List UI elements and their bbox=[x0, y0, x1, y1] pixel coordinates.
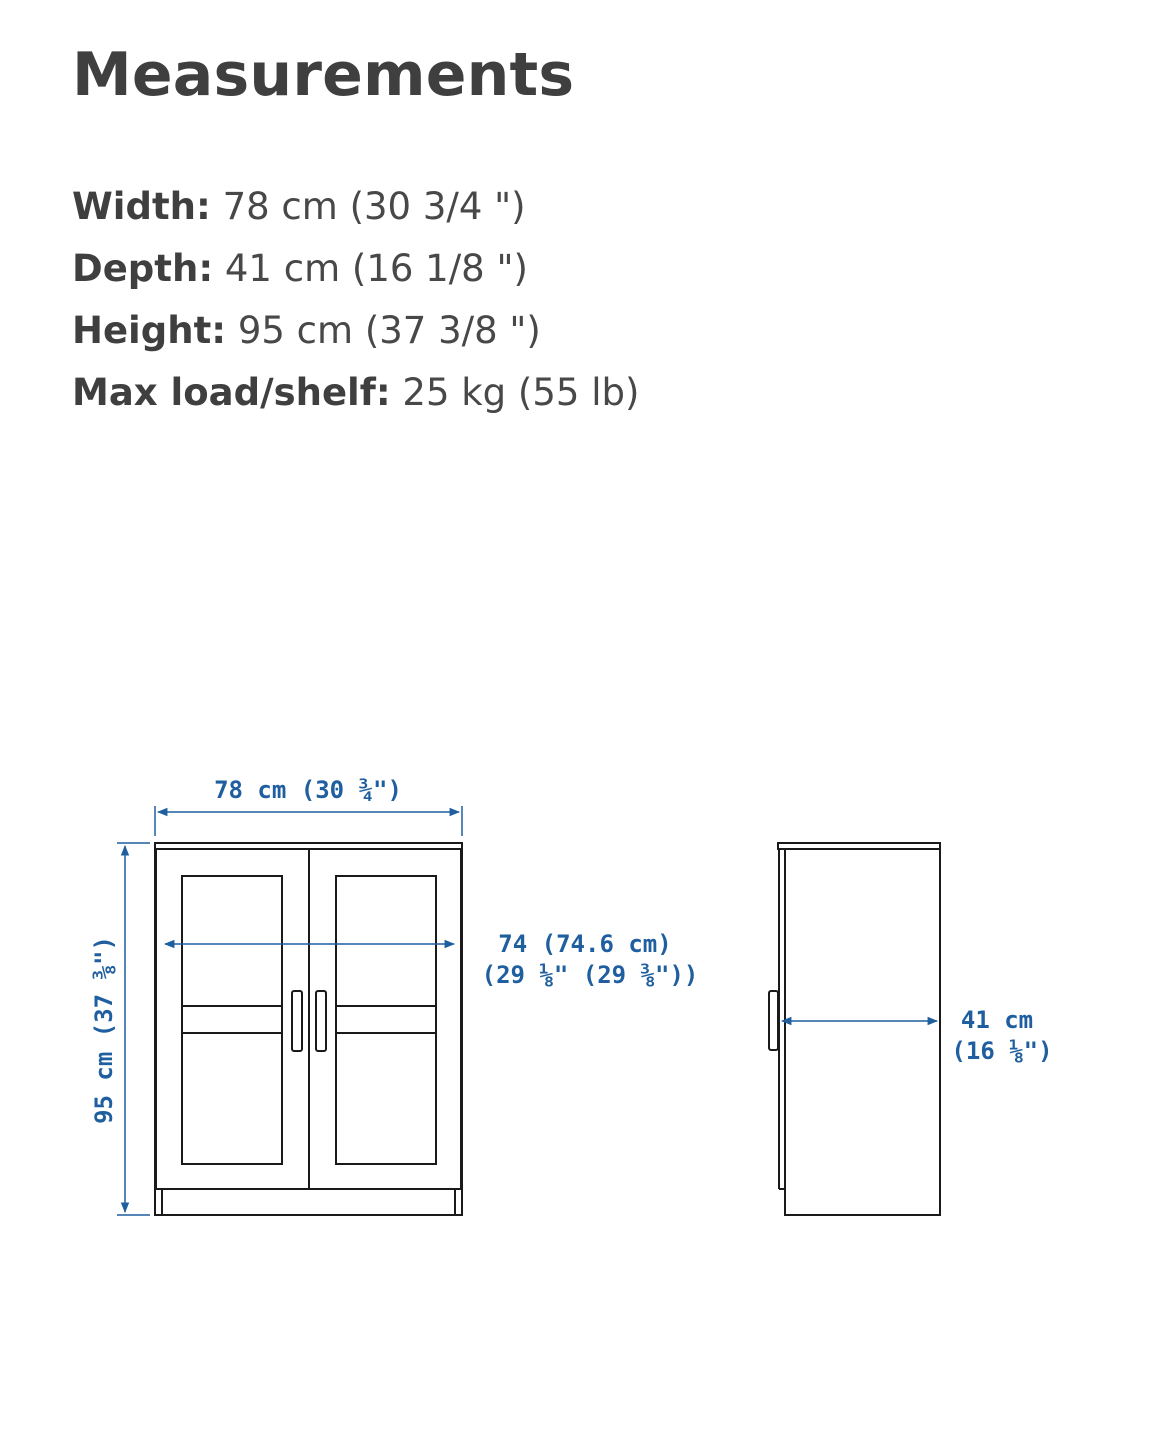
left-door bbox=[156, 849, 309, 1189]
left-door-handle bbox=[292, 991, 302, 1051]
page-title: Measurements bbox=[72, 40, 575, 110]
spec-value: 95 cm (37 3/8 ") bbox=[237, 309, 541, 352]
height-label: 95 cm (37 ⅜") bbox=[90, 936, 118, 1124]
side-handle bbox=[769, 991, 778, 1050]
right-door bbox=[309, 849, 461, 1189]
spec-list bbox=[72, 176, 639, 424]
dimension-diagram bbox=[0, 740, 1153, 1280]
spec-height bbox=[72, 300, 639, 362]
width-dimension bbox=[155, 776, 462, 836]
left-door-glass bbox=[182, 876, 282, 1164]
spec-label: Depth: bbox=[72, 247, 214, 290]
depth-label-line2: (16 ⅛") bbox=[951, 1037, 1053, 1065]
side-body bbox=[785, 849, 940, 1215]
width-label: 78 cm (30 ¾") bbox=[214, 776, 402, 804]
spec-width bbox=[72, 176, 639, 238]
inner-width-dimension bbox=[165, 930, 698, 989]
right-door-handle bbox=[316, 991, 326, 1051]
depth-label-line1: 41 cm bbox=[960, 1006, 1034, 1034]
inner-width-label-line1: 74 (74.6 cm) bbox=[498, 930, 672, 958]
spec-value: 78 cm (30 3/4 ") bbox=[222, 185, 526, 228]
spec-max-load bbox=[72, 362, 639, 424]
spec-value: 25 kg (55 lb) bbox=[402, 371, 640, 414]
spec-label: Height: bbox=[72, 309, 227, 352]
spec-label: Width: bbox=[72, 185, 211, 228]
side-view-cabinet bbox=[769, 843, 940, 1215]
right-door-glass bbox=[336, 876, 436, 1164]
depth-dimension bbox=[782, 1006, 1053, 1065]
spec-depth bbox=[72, 238, 639, 300]
spec-value: 41 cm (16 1/8 ") bbox=[224, 247, 528, 290]
spec-label: Max load/shelf: bbox=[72, 371, 391, 414]
height-dimension bbox=[90, 843, 150, 1215]
front-view-cabinet bbox=[155, 843, 462, 1215]
inner-width-label-line2: (29 ⅛" (29 ⅜")) bbox=[481, 961, 699, 989]
